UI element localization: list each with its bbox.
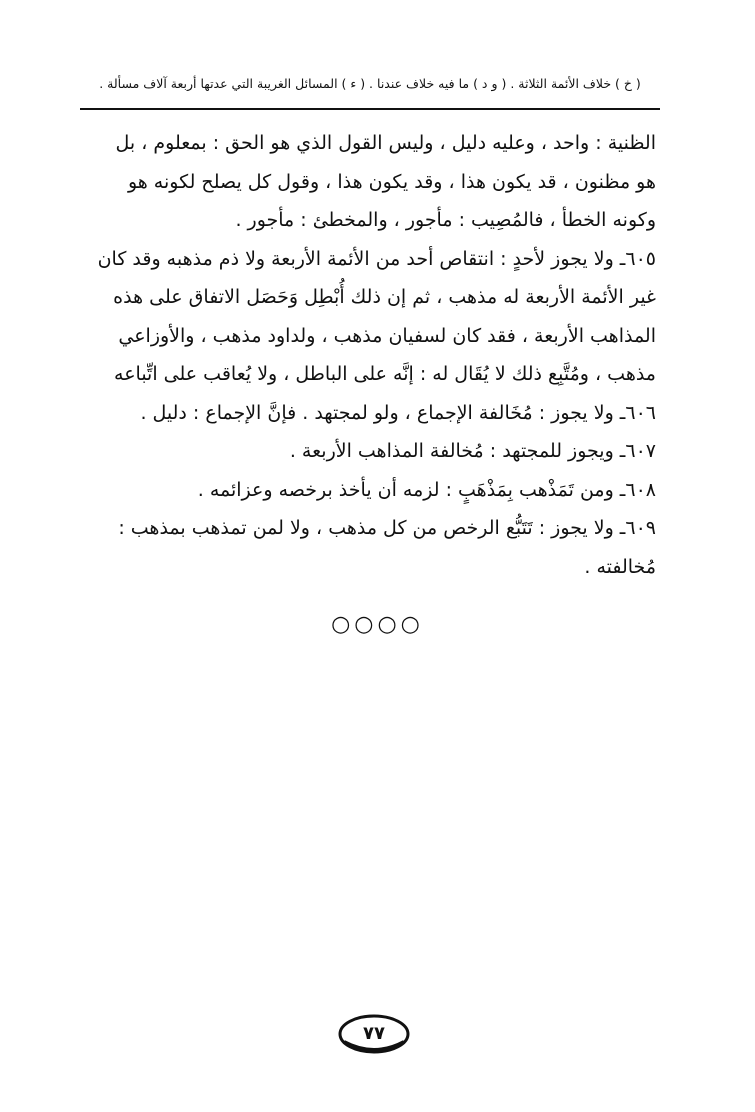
page-number: ٧٧ bbox=[363, 1023, 385, 1044]
text-line: ٦٠٥ـ ولا يجوز لأحدٍ : انتقاص أحد من الأئمة الأربعة ولا ذم مذهبه وقد كان bbox=[97, 247, 656, 270]
text-line: مذهب ، ومُتَّبِع ذلك لا يُقَال له : إنَّه على الباطل ، ولا يُعاقب على اتِّباعه bbox=[114, 363, 656, 385]
text-line: المذاهب الأربعة ، فقد كان لسفيان مذهب ، ولداود مذهب ، والأوزاعي bbox=[118, 324, 656, 347]
body-text bbox=[92, 124, 656, 586]
page-number-badge bbox=[336, 1012, 412, 1056]
text-line: ٦٠٧ـ ويجوز للمجتهد : مُخالفة المذاهب الأربعة . bbox=[289, 440, 656, 462]
text-line: الظنية : واحد ، وعليه دليل ، وليس القول الذي هو الحق : بمعلوم ، بل bbox=[115, 132, 656, 154]
text-line: هو مظنون ، قد يكون هذا ، وقد يكون هذا ، وقول كل يصلح لكونه هو bbox=[127, 170, 656, 193]
text-line: ٦٠٦ـ ولا يجوز : مُخَالفة الإجماع ، ولو لمجتهد . فإنَّ الإجماع : دليل . bbox=[140, 401, 656, 424]
text-line: ٦٠٩ـ ولا يجوز : تَتَبُّع الرخص من كل مذهب ، ولا لمن تمذهب بمذهب : bbox=[118, 517, 656, 539]
section-end-ornament: ○○○○ bbox=[331, 612, 424, 637]
text-line: مُخالفته . bbox=[584, 555, 656, 578]
text-line: غير الأئمة الأربعة له مذهب ، ثم إن ذلك أُبْطِل وَحَصَل الاتفاق على هذه bbox=[113, 286, 656, 308]
header-divider bbox=[80, 108, 660, 110]
text-line: وكونه الخطأ ، فالمُصِيب : مأجور ، والمخطئ : مأجور . bbox=[235, 209, 656, 231]
running-header: ( خ ) خلاف الأئمة الثلاثة . ( و د ) ما فيه خلاف عندنا . ( ء ) المسائل الغريبة التي عدتها أربعة آلاف مسألة . bbox=[99, 76, 641, 91]
text-line: ٦٠٨ـ ومن تَمَذْهب بِمَذْهَبٍ : لزمه أن يأخذ برخصه وعزائمه . bbox=[197, 478, 656, 501]
